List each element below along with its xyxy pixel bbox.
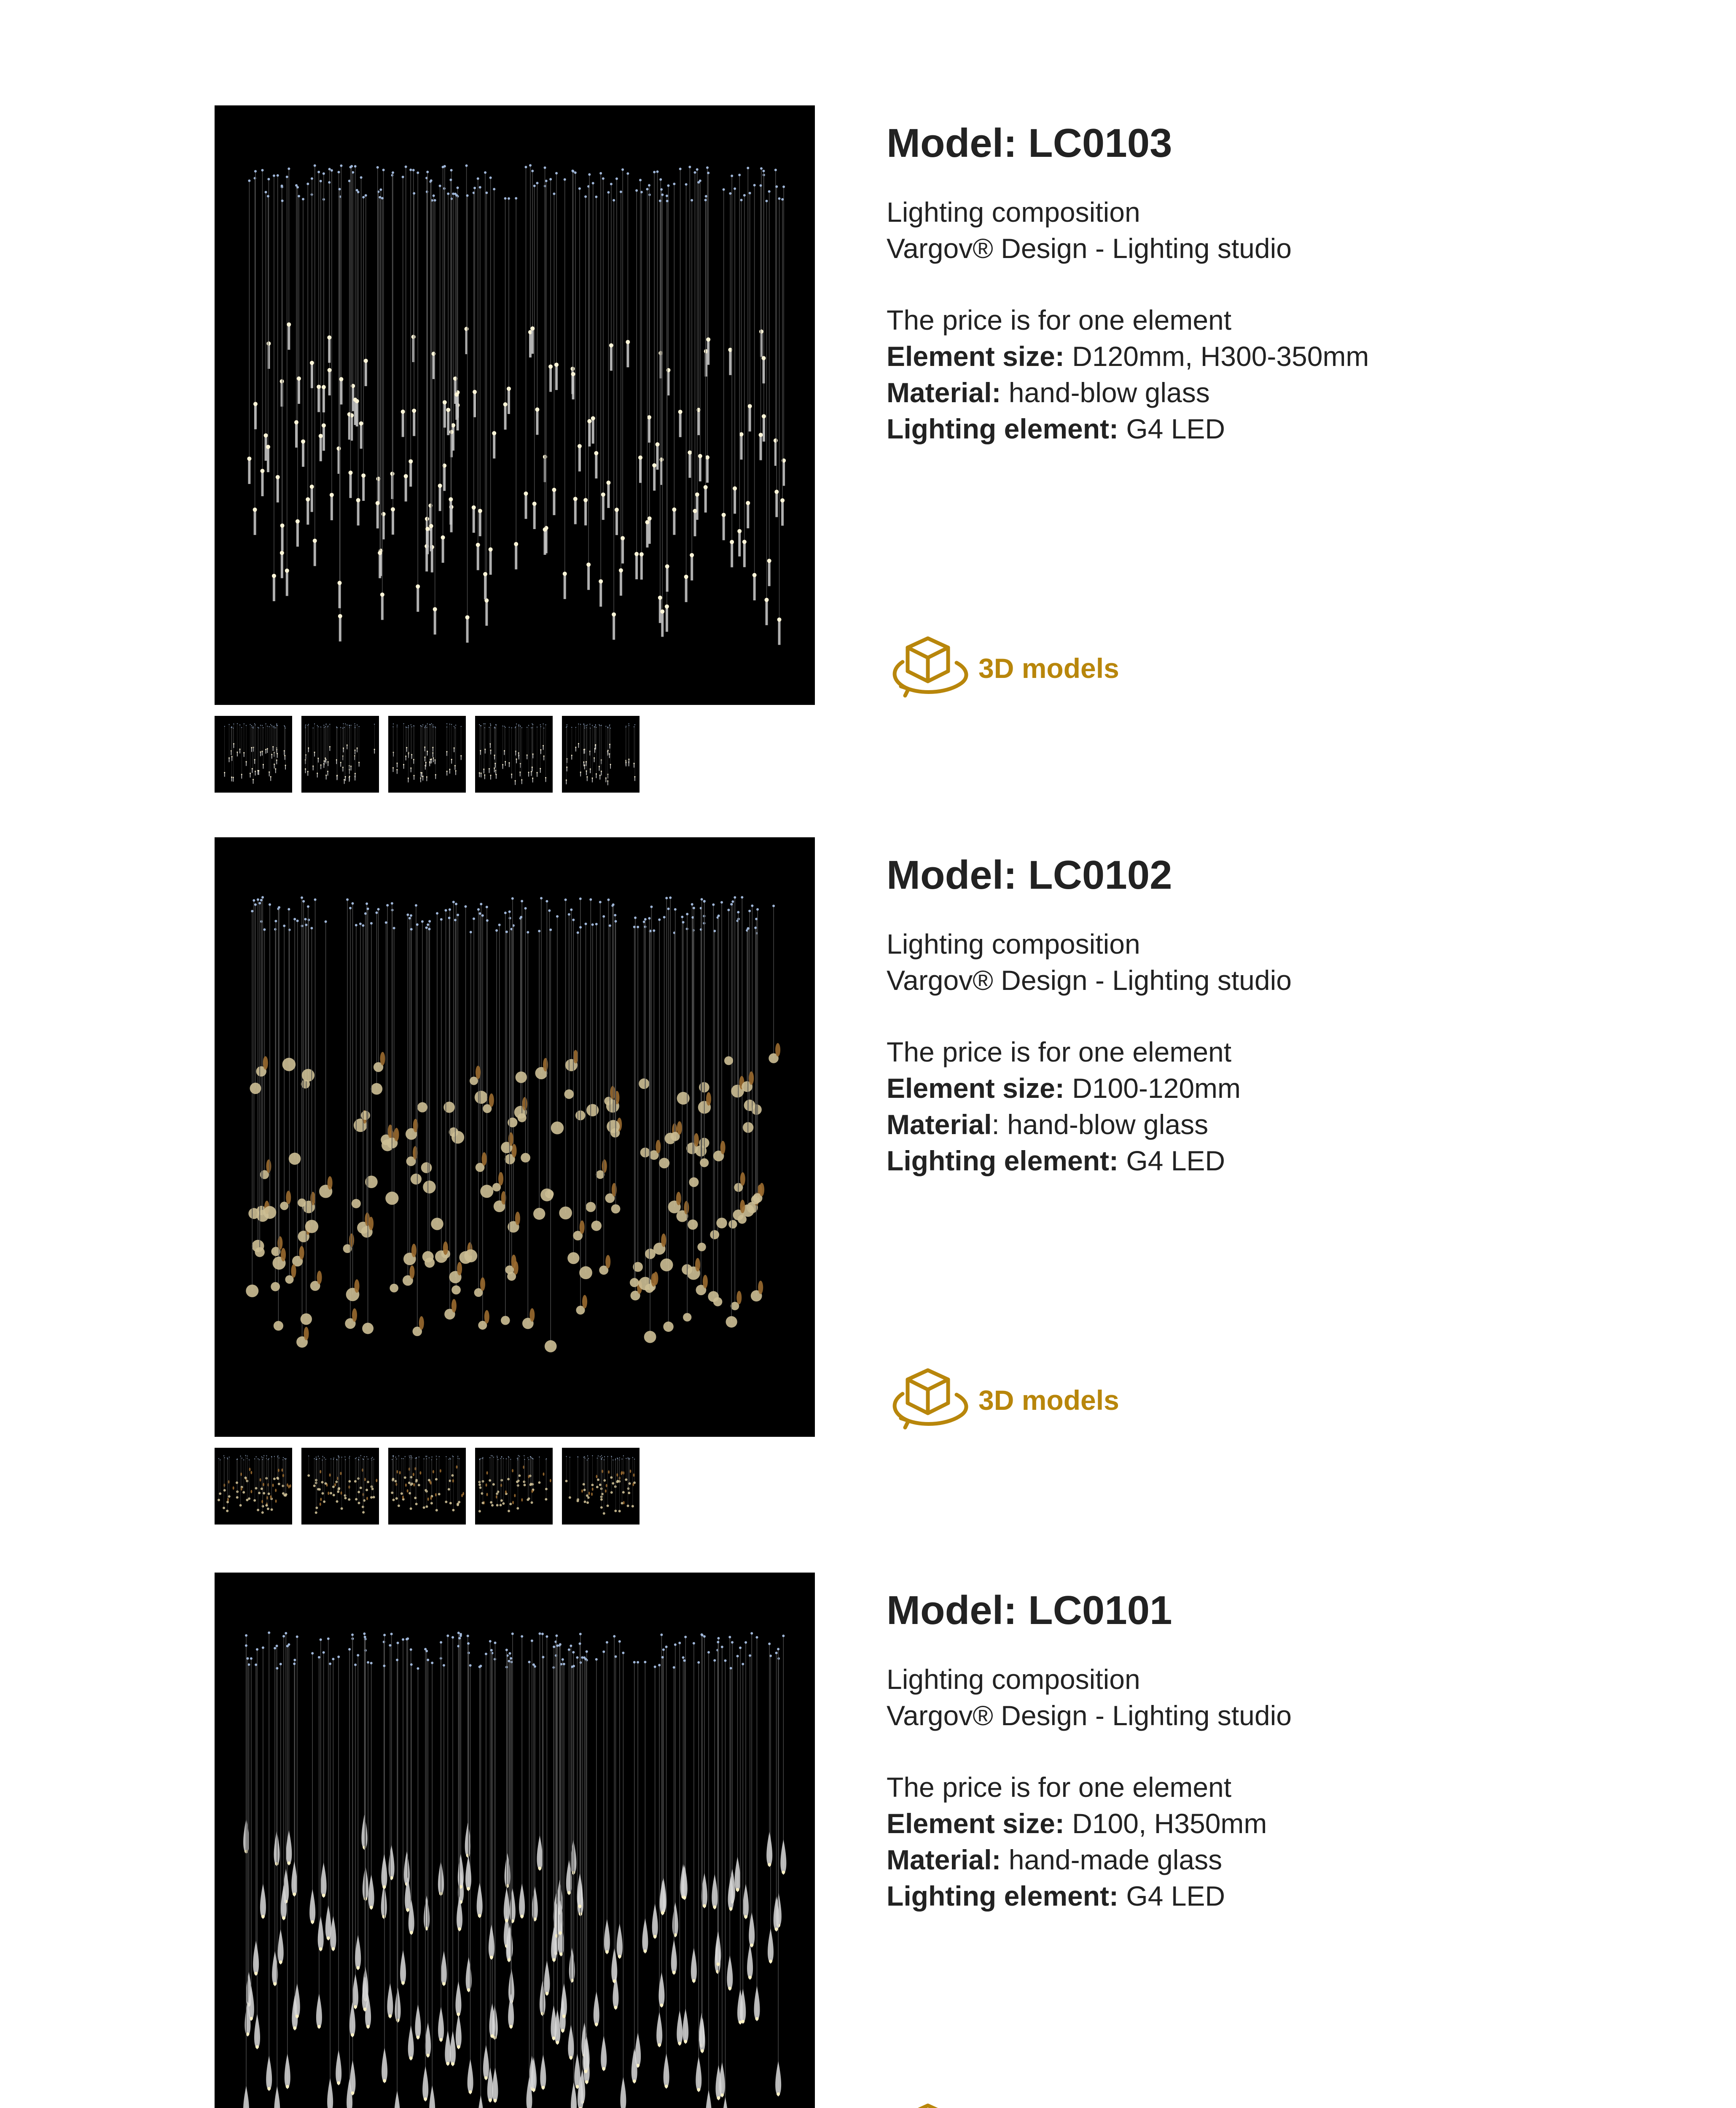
spec-lighting-element: [887, 411, 1369, 447]
price-note: The price is for one element: [887, 1036, 1232, 1067]
description-line: Vargov® Design - Lighting studio: [887, 1700, 1292, 1731]
thumbnail-3[interactable]: [388, 1448, 466, 1525]
spec-label: Lighting element:: [887, 1880, 1118, 1912]
spec-label: Material:: [887, 377, 1001, 408]
description-line: Vargov® Design - Lighting studio: [887, 965, 1292, 996]
3d-models-link[interactable]: [887, 632, 1119, 704]
model-title: Model: LC0103: [887, 121, 1172, 166]
price-note: The price is for one element: [887, 304, 1232, 336]
spec-label: Lighting element:: [887, 413, 1118, 444]
3d-cube-rotate-icon: [887, 1364, 969, 1436]
thumbnail-3[interactable]: [388, 716, 466, 793]
3d-models-link[interactable]: [887, 1364, 1119, 1436]
model-title: Model: LC0102: [887, 852, 1172, 898]
thumbnail-4[interactable]: [475, 716, 553, 793]
thumbnail-5[interactable]: [562, 1448, 640, 1525]
spec-label: Material: [887, 1109, 992, 1140]
spec-label: Element size:: [887, 341, 1064, 372]
spec-value: : hand-blow glass: [992, 1109, 1209, 1140]
3d-models-link[interactable]: [887, 2100, 1119, 2108]
description-line: Vargov® Design - Lighting studio: [887, 233, 1292, 264]
spec-value: G4 LED: [1118, 413, 1225, 444]
spec-value: hand-made glass: [1001, 1844, 1223, 1875]
spec-label: Lighting element:: [887, 1145, 1118, 1176]
spec-lighting-element: [887, 1878, 1292, 1914]
product-lc0102: [0, 837, 1736, 1571]
spec-label: Material:: [887, 1844, 1001, 1875]
spec-value: D100-120mm: [1064, 1073, 1241, 1104]
thumbnail-5[interactable]: [562, 716, 640, 793]
spec-element-size: [887, 1805, 1292, 1842]
description-line: Lighting composition: [887, 196, 1140, 228]
description-line: Lighting composition: [887, 928, 1140, 960]
spec-label: Element size:: [887, 1073, 1064, 1104]
thumbnail-4[interactable]: [475, 1448, 553, 1525]
spec-material: [887, 374, 1369, 411]
3d-models-label: 3D models: [978, 653, 1119, 684]
spec-element-size: [887, 1070, 1292, 1106]
spec-label: Element size:: [887, 1808, 1064, 1839]
thumbnail-1[interactable]: [215, 1448, 292, 1525]
spec-value: D120mm, H300-350mm: [1064, 341, 1369, 372]
product-lc0103: [0, 105, 1736, 839]
spec-material: [887, 1842, 1292, 1878]
spec-material: [887, 1106, 1292, 1143]
spec-value: D100, H350mm: [1064, 1808, 1267, 1839]
price-note: The price is for one element: [887, 1772, 1232, 1803]
spec-element-size: [887, 338, 1369, 374]
3d-cube-rotate-icon: [887, 632, 969, 704]
3d-cube-rotate-icon: [887, 2100, 969, 2108]
product-photo[interactable]: [215, 1573, 815, 2108]
product-lc0101: [0, 1573, 1736, 2108]
thumbnail-2[interactable]: [301, 716, 379, 793]
thumbnail-2[interactable]: [301, 1448, 379, 1525]
product-photo[interactable]: [215, 837, 815, 1437]
spec-lighting-element: [887, 1143, 1292, 1179]
description-line: Lighting composition: [887, 1664, 1140, 1695]
3d-models-label: 3D models: [978, 1385, 1119, 1416]
product-photo[interactable]: [215, 105, 815, 705]
spec-value: G4 LED: [1118, 1145, 1225, 1176]
thumbnail-1[interactable]: [215, 716, 292, 793]
spec-value: G4 LED: [1118, 1880, 1225, 1912]
spec-value: hand-blow glass: [1001, 377, 1210, 408]
model-title: Model: LC0101: [887, 1588, 1172, 1633]
